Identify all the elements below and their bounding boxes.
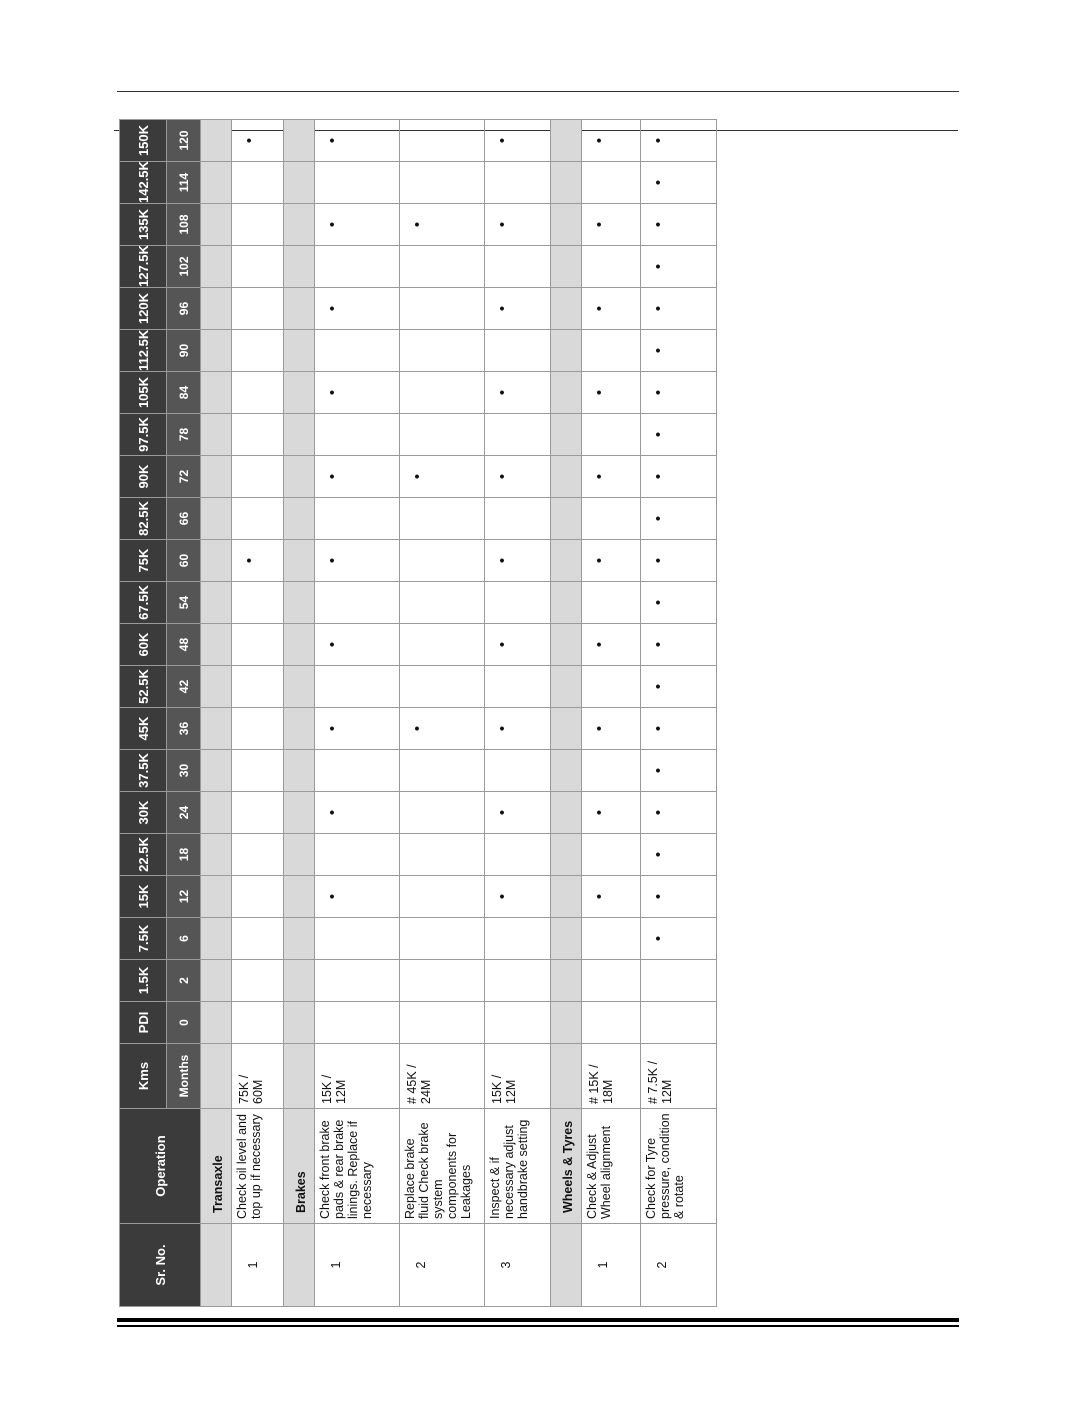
section-band-cell bbox=[201, 666, 232, 708]
empty-cell bbox=[315, 246, 400, 288]
section-band-cell bbox=[551, 162, 582, 204]
section-band-cell bbox=[201, 540, 232, 582]
section-band-cell bbox=[201, 120, 232, 162]
service-dot-cell: • bbox=[315, 372, 400, 414]
empty-cell bbox=[232, 246, 284, 288]
empty-cell bbox=[400, 498, 485, 540]
section-title: Wheels & Tyres bbox=[551, 1109, 582, 1224]
service-dot-cell: • bbox=[582, 372, 641, 414]
service-dot-cell: • bbox=[400, 708, 485, 750]
table-row bbox=[582, 120, 641, 1307]
empty-cell bbox=[315, 330, 400, 372]
empty-cell bbox=[485, 1002, 551, 1044]
section-band-cell bbox=[201, 918, 232, 960]
service-dot-cell: • bbox=[315, 708, 400, 750]
service-dot-cell: • bbox=[485, 204, 551, 246]
service-dot-cell: • bbox=[400, 456, 485, 498]
section-band-cell bbox=[551, 666, 582, 708]
empty-cell bbox=[232, 792, 284, 834]
operation-header: Operation bbox=[120, 1109, 201, 1224]
section-band-cell bbox=[201, 414, 232, 456]
service-dot-cell: • bbox=[582, 876, 641, 918]
footer-rule-thick bbox=[117, 1318, 959, 1322]
section-band-cell bbox=[551, 414, 582, 456]
section-band-cell bbox=[284, 708, 315, 750]
kms-col-header: PDI bbox=[120, 1002, 167, 1044]
months-col-header: 2 bbox=[167, 960, 201, 1002]
empty-cell bbox=[400, 1002, 485, 1044]
section-band-cell bbox=[551, 288, 582, 330]
empty-cell bbox=[582, 918, 641, 960]
empty-cell bbox=[582, 414, 641, 456]
section-band-cell bbox=[284, 1002, 315, 1044]
empty-cell bbox=[485, 960, 551, 1002]
service-dot-cell: • bbox=[582, 792, 641, 834]
empty-cell bbox=[315, 834, 400, 876]
empty-cell bbox=[232, 624, 284, 666]
table-row bbox=[232, 120, 284, 1307]
months-col-header: 72 bbox=[167, 456, 201, 498]
months-col-header: 48 bbox=[167, 624, 201, 666]
service-dot-cell: • bbox=[641, 876, 717, 918]
table-row bbox=[315, 120, 400, 1307]
service-dot-cell: • bbox=[641, 246, 717, 288]
service-dot-cell: • bbox=[641, 204, 717, 246]
operation-cell: Check front brake pads & rear brake linings. Replace if necessary bbox=[315, 1109, 400, 1224]
empty-cell bbox=[485, 834, 551, 876]
kms-col-header: 90K bbox=[120, 456, 167, 498]
service-dot-cell: • bbox=[582, 120, 641, 162]
empty-cell bbox=[485, 582, 551, 624]
footer-rule-thin bbox=[117, 1325, 959, 1327]
empty-cell bbox=[400, 666, 485, 708]
section-band-cell bbox=[551, 330, 582, 372]
empty-cell bbox=[400, 960, 485, 1002]
kms-col-header: 82.5K bbox=[120, 498, 167, 540]
empty-cell bbox=[485, 666, 551, 708]
empty-cell bbox=[641, 960, 717, 1002]
sr-no-header: Sr. No. bbox=[120, 1224, 201, 1307]
section-band-cell bbox=[284, 120, 315, 162]
section-band-cell bbox=[201, 792, 232, 834]
months-col-header: 6 bbox=[167, 918, 201, 960]
section-band-cell bbox=[201, 1002, 232, 1044]
section-band-cell bbox=[551, 834, 582, 876]
service-dot-cell: • bbox=[641, 624, 717, 666]
service-dot-cell: • bbox=[641, 456, 717, 498]
section-band-cell bbox=[284, 456, 315, 498]
months-col-header: 96 bbox=[167, 288, 201, 330]
service-dot-cell: • bbox=[485, 540, 551, 582]
months-col-header: 36 bbox=[167, 708, 201, 750]
service-dot-cell: • bbox=[315, 540, 400, 582]
period-cell: 75K / 60M bbox=[232, 1044, 284, 1109]
empty-cell bbox=[485, 498, 551, 540]
empty-cell bbox=[400, 918, 485, 960]
months-col-header: 18 bbox=[167, 834, 201, 876]
kms-col-header: 45K bbox=[120, 708, 167, 750]
section-srno-cell bbox=[201, 1224, 232, 1307]
section-band-cell bbox=[201, 288, 232, 330]
empty-cell bbox=[400, 288, 485, 330]
empty-cell bbox=[582, 1002, 641, 1044]
empty-cell bbox=[315, 582, 400, 624]
service-dot-cell: • bbox=[485, 876, 551, 918]
section-band-cell bbox=[551, 1002, 582, 1044]
months-col-header: 60 bbox=[167, 540, 201, 582]
section-band-cell bbox=[551, 1044, 582, 1109]
sr-no-cell: 2 bbox=[641, 1224, 717, 1307]
empty-cell bbox=[232, 918, 284, 960]
empty-cell bbox=[582, 582, 641, 624]
service-dot-cell: • bbox=[641, 330, 717, 372]
section-band-cell bbox=[551, 750, 582, 792]
service-dot-cell: • bbox=[641, 540, 717, 582]
empty-cell bbox=[315, 1002, 400, 1044]
kms-col-header: 67.5K bbox=[120, 582, 167, 624]
service-dot-cell: • bbox=[582, 204, 641, 246]
section-band-cell bbox=[284, 792, 315, 834]
months-col-header: 120 bbox=[167, 120, 201, 162]
service-dot-cell: • bbox=[485, 288, 551, 330]
section-band-cell bbox=[284, 918, 315, 960]
section-band-cell bbox=[551, 960, 582, 1002]
empty-cell bbox=[400, 162, 485, 204]
empty-cell bbox=[315, 162, 400, 204]
empty-cell bbox=[232, 372, 284, 414]
kms-col-header: 52.5K bbox=[120, 666, 167, 708]
service-dot-cell: • bbox=[315, 792, 400, 834]
service-dot-cell: • bbox=[582, 288, 641, 330]
service-dot-cell: • bbox=[641, 414, 717, 456]
section-srno-cell bbox=[551, 1224, 582, 1307]
section-band-cell bbox=[284, 624, 315, 666]
section-band-cell bbox=[201, 624, 232, 666]
service-dot-cell: • bbox=[641, 792, 717, 834]
period-cell: # 15K / 18M bbox=[582, 1044, 641, 1109]
period-cell: 15K / 12M bbox=[485, 1044, 551, 1109]
service-dot-cell: • bbox=[400, 204, 485, 246]
section-band-cell bbox=[284, 372, 315, 414]
section-row bbox=[201, 120, 232, 1307]
empty-cell bbox=[232, 834, 284, 876]
service-dot-cell: • bbox=[485, 624, 551, 666]
service-dot-cell: • bbox=[641, 834, 717, 876]
empty-cell bbox=[582, 834, 641, 876]
section-band-cell bbox=[284, 204, 315, 246]
kms-col-header: 1.5K bbox=[120, 960, 167, 1002]
months-col-header: 42 bbox=[167, 666, 201, 708]
empty-cell bbox=[400, 540, 485, 582]
empty-cell bbox=[232, 708, 284, 750]
service-dot-cell: • bbox=[485, 792, 551, 834]
sr-no-cell: 1 bbox=[582, 1224, 641, 1307]
sr-no-cell: 3 bbox=[485, 1224, 551, 1307]
service-dot-cell: • bbox=[582, 456, 641, 498]
section-band-cell bbox=[201, 876, 232, 918]
section-band-cell bbox=[551, 372, 582, 414]
service-dot-cell: • bbox=[641, 750, 717, 792]
operation-cell: Replace brake fluid Check brake system components for Leakages bbox=[400, 1109, 485, 1224]
service-dot-cell: • bbox=[485, 120, 551, 162]
kms-col-header: 127.5K bbox=[120, 246, 167, 288]
empty-cell bbox=[315, 750, 400, 792]
service-dot-cell: • bbox=[232, 120, 284, 162]
empty-cell bbox=[232, 750, 284, 792]
empty-cell bbox=[232, 456, 284, 498]
service-dot-cell: • bbox=[485, 456, 551, 498]
empty-cell bbox=[232, 204, 284, 246]
section-band-cell bbox=[201, 372, 232, 414]
empty-cell bbox=[485, 918, 551, 960]
section-band-cell bbox=[284, 876, 315, 918]
period-cell: # 7.5K / 12M bbox=[641, 1044, 717, 1109]
service-dot-cell: • bbox=[315, 876, 400, 918]
empty-cell bbox=[232, 330, 284, 372]
kms-col-header: 30K bbox=[120, 792, 167, 834]
empty-cell bbox=[485, 750, 551, 792]
section-band-cell bbox=[201, 330, 232, 372]
empty-cell bbox=[400, 246, 485, 288]
service-dot-cell: • bbox=[641, 918, 717, 960]
empty-cell bbox=[485, 246, 551, 288]
section-band-cell bbox=[201, 582, 232, 624]
section-band-cell bbox=[201, 246, 232, 288]
months-col-header: 108 bbox=[167, 204, 201, 246]
empty-cell bbox=[400, 120, 485, 162]
kms-col-header: 135K bbox=[120, 204, 167, 246]
service-dot-cell: • bbox=[485, 708, 551, 750]
section-band-cell bbox=[284, 498, 315, 540]
months-col-header: 84 bbox=[167, 372, 201, 414]
section-band-cell bbox=[284, 330, 315, 372]
months-col-header: 30 bbox=[167, 750, 201, 792]
kms-col-header: 105K bbox=[120, 372, 167, 414]
table-row bbox=[485, 120, 551, 1307]
months-col-header: 24 bbox=[167, 792, 201, 834]
months-col-header: 90 bbox=[167, 330, 201, 372]
empty-cell bbox=[400, 876, 485, 918]
kms-col-header: 112.5K bbox=[120, 330, 167, 372]
empty-cell bbox=[315, 960, 400, 1002]
section-band-cell bbox=[201, 960, 232, 1002]
empty-cell bbox=[400, 582, 485, 624]
section-band-cell bbox=[284, 288, 315, 330]
empty-cell bbox=[232, 414, 284, 456]
empty-cell bbox=[582, 750, 641, 792]
months-col-header: 102 bbox=[167, 246, 201, 288]
empty-cell bbox=[232, 288, 284, 330]
section-band-cell bbox=[551, 624, 582, 666]
empty-cell bbox=[582, 960, 641, 1002]
service-dot-cell: • bbox=[232, 540, 284, 582]
section-band-cell bbox=[551, 120, 582, 162]
operation-cell: Check & Adjust Wheel alignment bbox=[582, 1109, 641, 1224]
section-band-cell bbox=[551, 246, 582, 288]
section-band-cell bbox=[551, 792, 582, 834]
kms-header: Kms bbox=[120, 1044, 167, 1109]
section-title: Transaxle bbox=[201, 1109, 232, 1224]
section-band-cell bbox=[284, 162, 315, 204]
section-band-cell bbox=[551, 876, 582, 918]
section-band-cell bbox=[201, 498, 232, 540]
table-row bbox=[641, 120, 717, 1307]
empty-cell bbox=[232, 162, 284, 204]
kms-col-header: 142.5K bbox=[120, 162, 167, 204]
service-dot-cell: • bbox=[641, 120, 717, 162]
empty-cell bbox=[315, 414, 400, 456]
section-band-cell bbox=[201, 1044, 232, 1109]
kms-col-header: 22.5K bbox=[120, 834, 167, 876]
section-band-cell bbox=[284, 582, 315, 624]
empty-cell bbox=[400, 330, 485, 372]
empty-cell bbox=[582, 162, 641, 204]
section-band-cell bbox=[551, 498, 582, 540]
section-band-cell bbox=[551, 708, 582, 750]
empty-cell bbox=[232, 582, 284, 624]
empty-cell bbox=[315, 498, 400, 540]
kms-col-header: 120K bbox=[120, 288, 167, 330]
months-col-header: 66 bbox=[167, 498, 201, 540]
section-title: Brakes bbox=[284, 1109, 315, 1224]
service-dot-cell: • bbox=[315, 120, 400, 162]
months-col-header: 78 bbox=[167, 414, 201, 456]
section-band-cell bbox=[551, 540, 582, 582]
kms-col-header: 15K bbox=[120, 876, 167, 918]
kms-col-header: 97.5K bbox=[120, 414, 167, 456]
empty-cell bbox=[400, 834, 485, 876]
service-dot-cell: • bbox=[641, 288, 717, 330]
period-cell: 15K / 12M bbox=[315, 1044, 400, 1109]
section-band-cell bbox=[201, 456, 232, 498]
empty-cell bbox=[315, 918, 400, 960]
section-row bbox=[284, 120, 315, 1307]
empty-cell bbox=[485, 414, 551, 456]
empty-cell bbox=[232, 960, 284, 1002]
maintenance-schedule-table bbox=[119, 119, 717, 1307]
empty-cell bbox=[485, 162, 551, 204]
kms-col-header: 60K bbox=[120, 624, 167, 666]
kms-col-header: 37.5K bbox=[120, 750, 167, 792]
maintenance-schedule-rotated bbox=[119, 124, 714, 1307]
empty-cell bbox=[400, 624, 485, 666]
service-dot-cell: • bbox=[315, 624, 400, 666]
months-col-header: 12 bbox=[167, 876, 201, 918]
empty-cell bbox=[582, 246, 641, 288]
empty-cell bbox=[582, 498, 641, 540]
months-header: Months bbox=[167, 1044, 201, 1109]
service-dot-cell: • bbox=[315, 204, 400, 246]
service-dot-cell: • bbox=[641, 372, 717, 414]
empty-cell bbox=[400, 414, 485, 456]
service-dot-cell: • bbox=[582, 708, 641, 750]
months-col-header: 0 bbox=[167, 1002, 201, 1044]
empty-cell bbox=[232, 666, 284, 708]
section-band-cell bbox=[284, 834, 315, 876]
section-band-cell bbox=[201, 750, 232, 792]
empty-cell bbox=[400, 372, 485, 414]
service-dot-cell: • bbox=[641, 582, 717, 624]
section-band-cell bbox=[284, 246, 315, 288]
kms-col-header: 7.5K bbox=[120, 918, 167, 960]
section-band-cell bbox=[551, 918, 582, 960]
section-band-cell bbox=[284, 414, 315, 456]
service-dot-cell: • bbox=[485, 372, 551, 414]
service-dot-cell: • bbox=[641, 162, 717, 204]
sr-no-cell: 1 bbox=[315, 1224, 400, 1307]
service-dot-cell: • bbox=[641, 708, 717, 750]
service-dot-cell: • bbox=[582, 624, 641, 666]
section-band-cell bbox=[201, 834, 232, 876]
service-dot-cell: • bbox=[582, 540, 641, 582]
period-cell: # 45K / 24M bbox=[400, 1044, 485, 1109]
service-dot-cell: • bbox=[315, 288, 400, 330]
empty-cell bbox=[232, 876, 284, 918]
section-band-cell bbox=[284, 960, 315, 1002]
service-dot-cell: • bbox=[641, 498, 717, 540]
section-band-cell bbox=[551, 204, 582, 246]
empty-cell bbox=[485, 330, 551, 372]
kms-col-header: 75K bbox=[120, 540, 167, 582]
service-dot-cell: • bbox=[315, 456, 400, 498]
empty-cell bbox=[400, 792, 485, 834]
section-band-cell bbox=[551, 582, 582, 624]
section-band-cell bbox=[201, 204, 232, 246]
service-dot-cell: • bbox=[641, 666, 717, 708]
empty-cell bbox=[232, 1002, 284, 1044]
section-band-cell bbox=[284, 540, 315, 582]
section-band-cell bbox=[201, 162, 232, 204]
section-srno-cell bbox=[284, 1224, 315, 1307]
empty-cell bbox=[582, 330, 641, 372]
operation-cell: Check for Tyre pressure, condition & rotate bbox=[641, 1109, 717, 1224]
empty-cell bbox=[400, 750, 485, 792]
months-col-header: 114 bbox=[167, 162, 201, 204]
section-band-cell bbox=[284, 1044, 315, 1109]
sr-no-cell: 2 bbox=[400, 1224, 485, 1307]
empty-cell bbox=[582, 666, 641, 708]
months-col-header: 54 bbox=[167, 582, 201, 624]
table-row bbox=[400, 120, 485, 1307]
empty-cell bbox=[232, 498, 284, 540]
empty-cell bbox=[641, 1002, 717, 1044]
section-band-cell bbox=[284, 750, 315, 792]
empty-cell bbox=[315, 666, 400, 708]
kms-col-header: 150K bbox=[120, 120, 167, 162]
sr-no-cell: 1 bbox=[232, 1224, 284, 1307]
operation-cell: Check oil level and top up if necessary bbox=[232, 1109, 284, 1224]
section-band-cell bbox=[551, 456, 582, 498]
operation-cell: Inspect & if necessary adjust handbrake setting bbox=[485, 1109, 551, 1224]
section-row bbox=[551, 120, 582, 1307]
section-band-cell bbox=[284, 666, 315, 708]
header-rule-top bbox=[117, 91, 959, 92]
section-band-cell bbox=[201, 708, 232, 750]
